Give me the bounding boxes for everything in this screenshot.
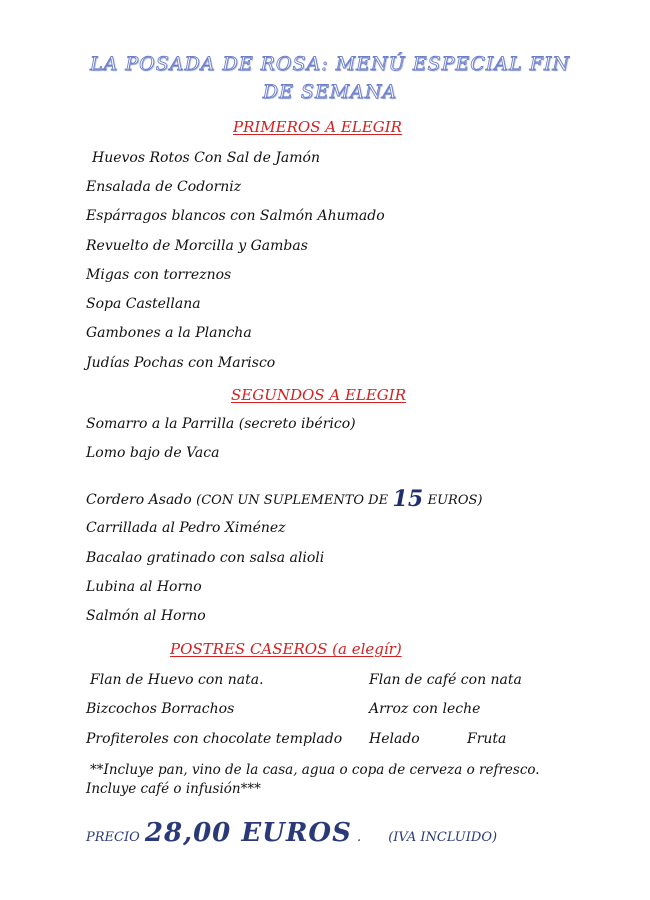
postres-item-fruta: Fruta xyxy=(467,731,507,747)
postres-item: Bizcochos Borrachos xyxy=(86,701,235,717)
price-label: PRECIO xyxy=(86,830,140,845)
price-amount: 28,00 EUROS xyxy=(144,818,352,848)
cordero-name: Cordero Asado xyxy=(86,492,192,508)
primeros-item: Huevos Rotos Con Sal de Jamón xyxy=(92,150,320,166)
segundos-item: Somarro a la Parrilla (secreto ibérico) xyxy=(86,416,356,432)
menu-title xyxy=(70,50,590,106)
primeros-heading: PRIMEROS A ELEGIR xyxy=(233,118,402,136)
segundos-item: Bacalao gratinado con salsa alioli xyxy=(86,550,325,566)
postres-item: Profiteroles con chocolate templado xyxy=(86,731,343,747)
includes-note-line1: **Incluye pan, vino de la casa, agua o copa de cerveza o refresco. xyxy=(90,762,540,778)
cordero-supplement-suffix: EUROS) xyxy=(427,493,483,508)
cordero-supplement-amount: 15 xyxy=(392,486,424,512)
postres-item: Helado xyxy=(369,731,420,747)
primeros-item: Sopa Castellana xyxy=(86,296,201,312)
menu-title-line1: LA POSADA DE ROSA: MENÚ ESPECIAL FIN xyxy=(90,53,570,75)
segundos-heading: SEGUNDOS A ELEGIR xyxy=(231,386,407,404)
postres-heading: POSTRES CASEROS (a elegír) xyxy=(170,640,402,658)
includes-note xyxy=(86,761,586,799)
segundos-item: Lubina al Horno xyxy=(86,579,202,595)
primeros-item: Revuelto de Morcilla y Gambas xyxy=(86,238,308,254)
price-iva: (IVA INCLUIDO) xyxy=(388,830,498,845)
primeros-item: Ensalada de Codorniz xyxy=(86,179,242,195)
menu-title-line2: DE SEMANA xyxy=(262,81,398,103)
primeros-item: Espárragos blancos con Salmón Ahumado xyxy=(86,208,385,224)
segundos-item-cordero xyxy=(86,484,482,510)
primeros-item: Gambones a la Plancha xyxy=(86,325,252,341)
segundos-item: Lomo bajo de Vaca xyxy=(86,445,220,461)
primeros-item: Judías Pochas con Marisco xyxy=(86,355,276,371)
primeros-item: Migas con torreznos xyxy=(86,267,232,283)
price-dot: . xyxy=(356,830,362,845)
postres-item: Arroz con leche xyxy=(369,701,481,717)
postres-item: Flan de Huevo con nata. xyxy=(90,672,264,688)
segundos-item: Salmón al Horno xyxy=(86,608,206,624)
price-line xyxy=(86,818,497,848)
postres-item: Flan de café con nata xyxy=(369,672,522,688)
cordero-supplement-text: (CON UN SUPLEMENTO DE xyxy=(196,493,389,508)
includes-note-line2: Incluye café o infusión*** xyxy=(86,781,261,797)
segundos-item: Carrillada al Pedro Ximénez xyxy=(86,520,286,536)
